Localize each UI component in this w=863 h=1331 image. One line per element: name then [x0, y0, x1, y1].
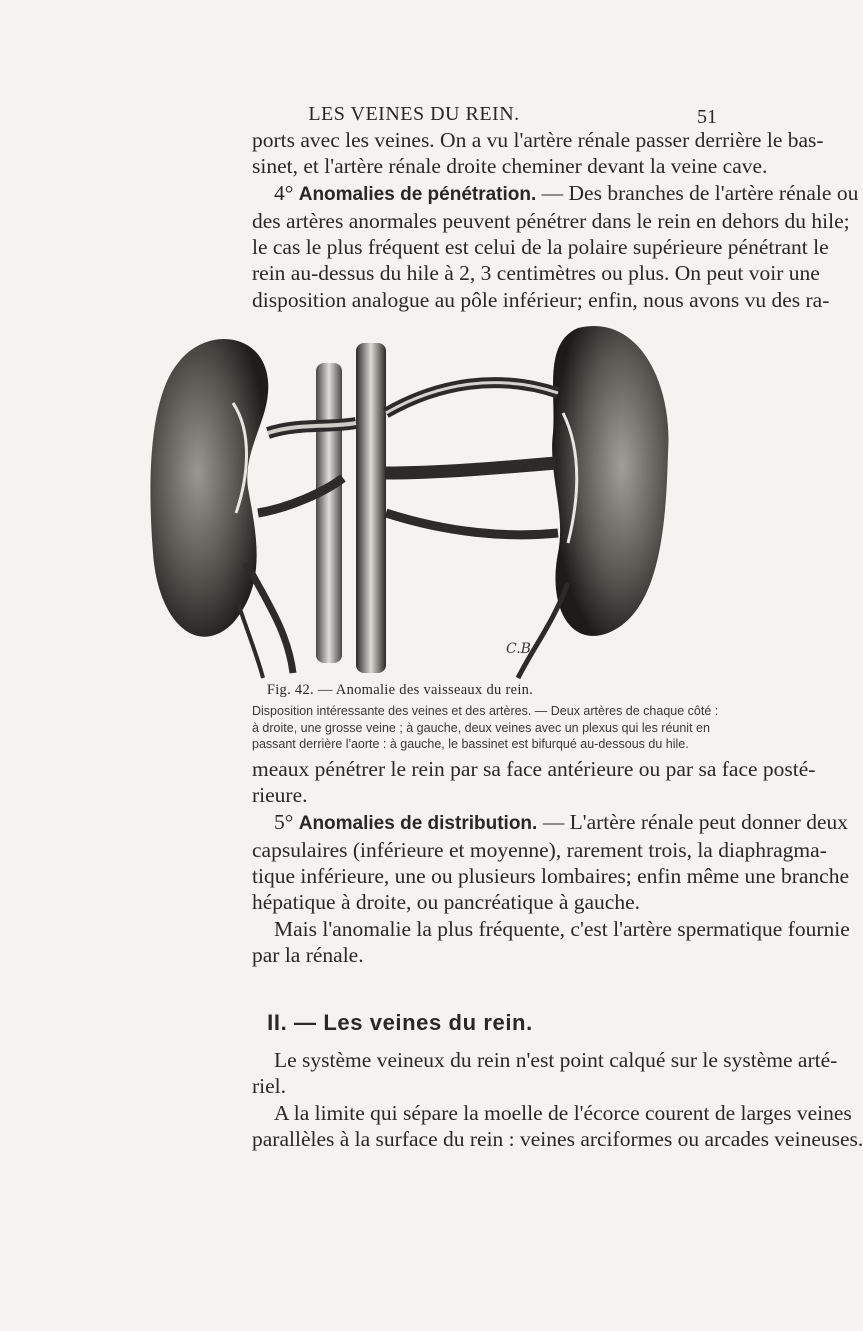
figure-caption: Fig. 42. — Anomalie des vaisseaux du rein. — [266, 682, 534, 698]
text-line: rein au-dessus du hile à 2, 3 centimètres ou plus. On peut voir une — [252, 261, 820, 286]
anomaly-5-number: 5° — [274, 809, 294, 834]
text-line: hépatique à droite, ou pancréatique à gauche. — [252, 890, 641, 915]
anomaly-4-title: Anomalies de pénétration. — [298, 183, 537, 205]
text-line: Mais l'anomalie la plus fréquente, c'est l'artère spermatique fournie — [274, 916, 850, 941]
anomaly-4-number: 4° — [274, 180, 294, 205]
text-line: des artères anormales peuvent pénétrer dans le rein en dehors du hile; — [252, 208, 850, 233]
section-heading: II. — Les veines du rein. — [267, 1010, 533, 1035]
top-paragraphs — [252, 127, 859, 313]
anomaly-5-heading-line — [252, 809, 849, 837]
anomaly-4-heading-line — [252, 180, 859, 208]
text-line: tique inférieure, une ou plusieurs lombaires; enfin même une branche — [252, 864, 850, 889]
text-line: sinet, et l'artère rénale droite cheminer devant la veine cave. — [252, 154, 768, 179]
text-line: parallèles à la surface du rein : veines arciformes ou arcades veineuses. — [252, 1126, 863, 1151]
anomaly-5-title: Anomalies de distribution. — [298, 812, 538, 834]
text-line: riel. — [252, 1074, 287, 1099]
text-line: le cas le plus fréquent est celui de la polaire supérieure pénétrant le — [252, 235, 829, 260]
kidney-vessels-illustration — [138, 303, 678, 683]
illustrator-signature: C.B. — [506, 641, 536, 657]
text-line: Le système veineux du rein n'est point calqué sur le système arté- — [274, 1048, 838, 1072]
text-line: rieure. — [252, 783, 308, 808]
text-line: A la limite qui sépare la moelle de l'écorce courent de larges veines — [274, 1100, 852, 1125]
text-line: disposition analogue au pôle inférieur; enfin, nous avons vu des ra- — [252, 287, 830, 312]
text-line: capsulaires (inférieure et moyenne), rarement trois, la diaphragma- — [252, 837, 827, 862]
anomaly-4-first: — Des branches de l'artère rénale ou — [536, 180, 859, 205]
figure-legend: Disposition intéressante des veines et des artères. — Deux artères de chaque côté : à droite, une grosse veine ; à gauche, deux veines avec un plexus qui les réunit en passant derrière l'aorte : à gauche, le bassinet est bifurqué au-dessous du hile. — [252, 704, 719, 751]
text-line: meaux pénétrer le rein par sa face antérieure ou par sa face posté- — [252, 757, 816, 781]
running-head: LES VEINES DU REIN. — [308, 103, 520, 125]
bottom-paragraphs — [252, 1047, 863, 1152]
middle-paragraphs — [252, 756, 850, 968]
text-line: par la rénale. — [252, 943, 364, 968]
page-number: 51 — [697, 106, 717, 128]
text-line: ports avec les veines. On a vu l'artère rénale passer derrière le bas- — [252, 128, 824, 152]
anomaly-5-first: — L'artère rénale peut donner deux — [537, 809, 849, 834]
